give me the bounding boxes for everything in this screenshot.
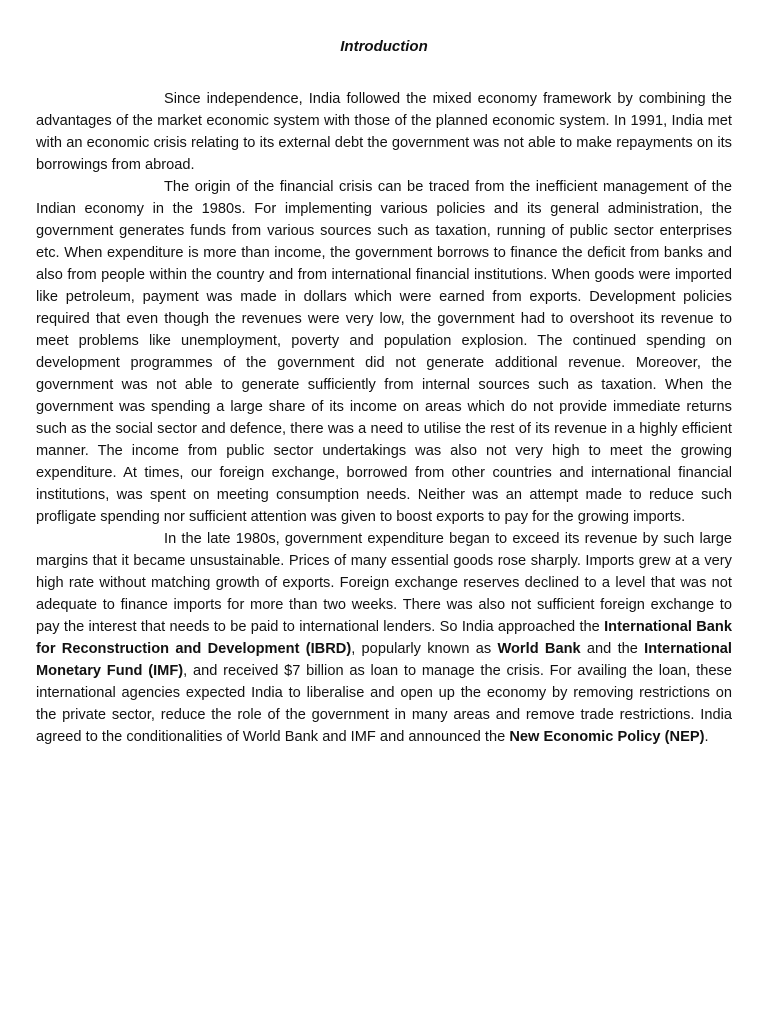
bold-term-nep: New Economic Policy (NEP) — [509, 729, 705, 745]
bold-term-world-bank: World Bank — [497, 641, 581, 657]
paragraph-1 — [36, 88, 732, 176]
paragraph-text: The origin of the financial crisis can be traced from the inefficient management of the Indian economy in the 1980s. For implementing various policies and its general administration, the government generates funds from various sources such as taxation, running of public sector enterprises etc. When expenditure is more than income, the government borrows to finance the deficit from banks and also from people within the country and from international financial institutions. When goods were imported like petroleum, payment was made in dollars which were earned from exports. Development policies required that even though the revenues were very low, the government had to overshoot its revenue to meet problems like unemployment, poverty and population explosion. The continued spending on development programmes of the government did not generate additional revenue. Moreover, the government was not able to generate sufficiently from internal sources such as taxation. When the government was spending a large share of its income on areas which do not provide immediate returns such as the social sector and defence, there was a need to utilise the rest of its revenue in a highly efficient manner. The income from public sector undertakings was also not very high to meet the growing expenditure. At times, our foreign exchange, borrowed from other countries and international financial institutions, was spent on meeting consumption needs. Neither was an attempt made to reduce such profligate spending nor sufficient attention was given to boost exports to pay for the growing imports. — [36, 179, 732, 525]
paragraph-text: . — [704, 729, 709, 745]
bold-term-imf: International Monetary Fund (IMF) — [36, 641, 733, 679]
paragraph-text: Since independence, India followed the mixed economy framework by combining the advantages of the market economic system with those of the planned economic system. In 1991, India met with an economic crisis relating to its external debt the government was not able to make repayments on its borrowings from abroad. — [36, 91, 732, 173]
paragraph-text: , and received $7 billion as loan to manage the crisis. For availing the loan, these international agencies expected India to liberalise and open up the economy by removing restrictions on the private sector, reduce the role of the government in many areas and remove trade restrictions. India agreed to the conditionalities of World Bank and IMF and announced the — [36, 663, 732, 745]
paragraph-2 — [36, 176, 732, 528]
document-page — [36, 36, 732, 748]
bold-term-ibrd: International Bank for Reconstruction and Development (IBRD) — [36, 619, 732, 657]
document-title: Introduction — [340, 38, 428, 55]
paragraph-text: In the late 1980s, government expenditure began to exceed its revenue by such large margins that it became unsustainable. Prices of many essential goods rose sharply. Imports grew at a very high rate without matching growth of exports. Foreign exchange reserves declined to a level that was not adequate to finance imports for more than two weeks. There was also not sufficient foreign exchange to pay the interest that needs to be paid to international lenders. So India approached the — [36, 531, 732, 635]
paragraph-3 — [36, 528, 732, 748]
paragraph-text: and the — [580, 641, 645, 657]
paragraph-text: , popularly known as — [351, 641, 498, 657]
